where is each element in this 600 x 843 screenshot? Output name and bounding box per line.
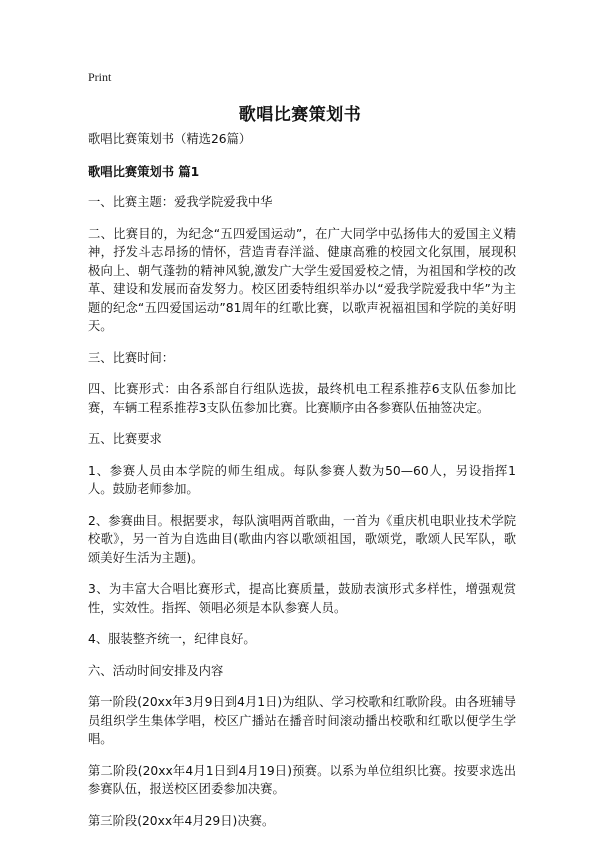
paragraph-stage-3: 第三阶段(20xx年4月29日)决赛。 [88,813,275,828]
paragraph-time: 三、比赛时间： [88,350,175,365]
paragraph-requirement-2: 2、参赛曲目。根据要求，每队演唱两首歌曲，一首为《重庆机电职业技术学院校歌》，另一首为自选曲目(歌曲内容以歌颂祖国，歌颂党，歌颂人民军队，歌颂美好生活为主题)。 [88,513,516,565]
document-subtitle: 歌唱比赛策划书（精选26篇） [88,132,252,146]
section-heading: 歌唱比赛策划书 篇1 [88,164,200,179]
print-link[interactable]: Print [88,70,112,84]
paragraph-schedule-heading: 六、活动时间安排及内容 [88,663,224,678]
document-body [88,130,516,843]
paragraph-requirement-1: 1、参赛人员由本学院的师生组成。每队参赛人数为50—60人，另设指挥1人。鼓励老师参加。 [88,463,516,496]
document-title: 歌唱比赛策划书 [238,105,362,125]
paragraph-requirement-4: 4、服装整齐统一，纪律良好。 [88,632,256,646]
paragraph-requirement-3: 3、为丰富大合唱比赛形式，提高比赛质量，鼓励表演形式多样性，增强观赏性，实效性。指挥、领唱必须是本队参赛人员。 [88,582,516,615]
paragraph-purpose: 二、比赛目的，为纪念“五四爱国运动”，在广大同学中弘扬伟大的爱国主义精神，抒发斗志昂扬的情怀，营造青春洋溢、健康高雅的校园文化氛围，展现积极向上、朝气蓬勃的精神风貌,激发广大学生爱国爱校之情，为祖国和学校的改革、建设和发展而奋发努力。校区团委特组织举办以“爱我学院爱我中华”为主题的纪念“五四爱国运动”81周年的红歌比赛，以歌声祝福祖国和学院的美好明天。 [88,226,516,333]
paragraph-stage-1: 第一阶段(20xx年3月9日到4月1日)为组队、学习校歌和红歌阶段。由各班辅导员组织学生集体学唱，校区广播站在播音时间滚动播出校歌和红歌以便学生学唱。 [88,695,516,746]
paragraph-stage-2: 第二阶段(20xx年4月1日到4月19日)预赛。以系为单位组织比赛。按要求选出参赛队伍，报送校区团委参加决赛。 [88,763,516,796]
paragraph-format: 四、比赛形式：由各系部自行组队选拔，最终机电工程系推荐6支队伍参加比赛，车辆工程系推荐3支队伍参加比赛。比赛顺序由各参赛队伍抽签决定。 [88,382,516,415]
paragraph-theme: 一、比赛主题：爱我学院爱我中华 [88,195,273,209]
paragraph-requirements-heading: 五、比赛要求 [88,432,162,446]
